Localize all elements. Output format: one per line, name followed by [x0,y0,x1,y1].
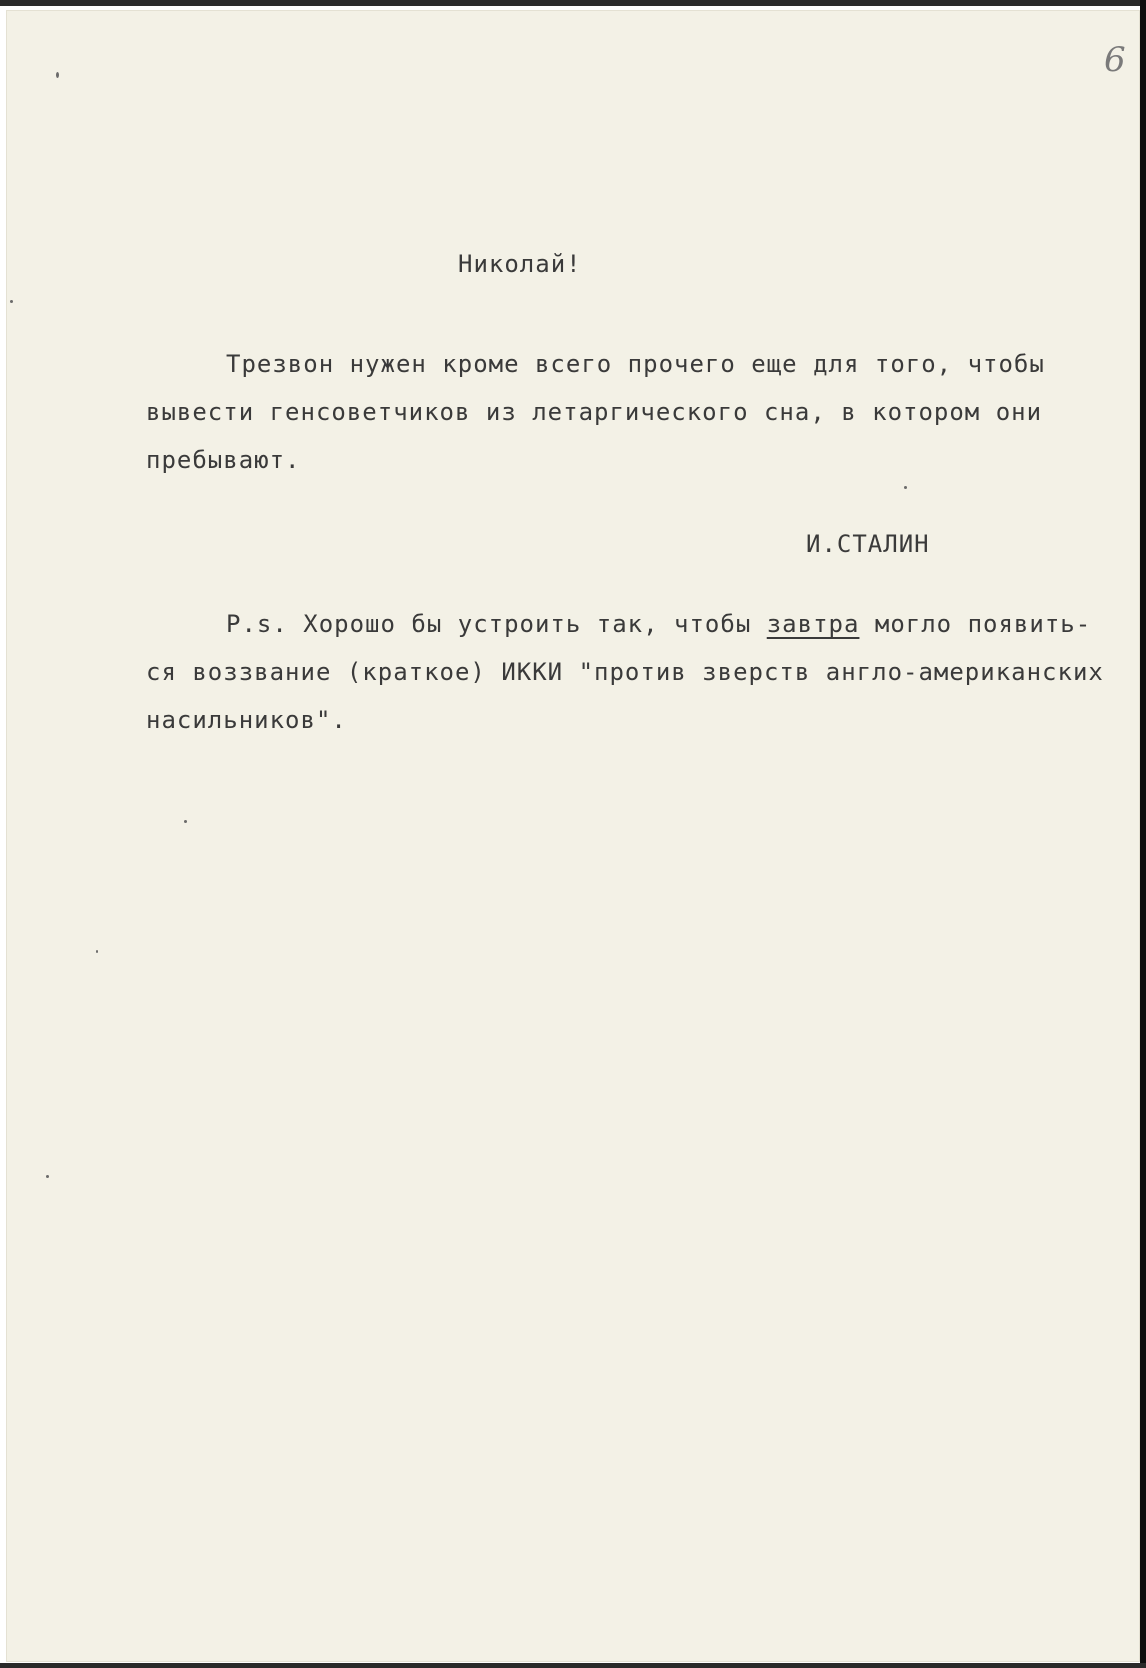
paper-speck [56,72,59,78]
postscript-line-1 [226,600,1091,648]
page-number: 6 [1104,40,1126,80]
postscript-line-2: ся воззвание (краткое) ИККИ "против зверств англо-американских [146,658,1104,686]
paper-speck [904,486,907,489]
body-line-2: вывести генсоветчиков из летаргического сна, в котором они [146,398,1043,426]
paper-speck [10,300,13,303]
salutation: Николай! [458,250,582,278]
document-page [6,10,1140,1662]
scan-edge-top [0,0,1146,6]
paper-speck [46,1175,49,1178]
postscript-line-1-end: могло появить- [859,610,1092,638]
paper-speck [184,820,187,823]
postscript-underlined-word: завтра [766,610,860,638]
postscript-line-3: насильников". [146,706,347,734]
postscript-line-1-start: P.s. Хорошо бы устроить так, чтобы [226,610,767,638]
scan-edge-bottom [0,1663,1146,1668]
signature: И.СТАЛИН [806,530,930,558]
body-line-3: пребывают. [146,446,301,474]
scan-edge-right [1140,0,1146,1668]
paper-speck [96,950,98,953]
body-line-1: Трезвон нужен кроме всего прочего еще для того, чтобы [226,350,1045,378]
